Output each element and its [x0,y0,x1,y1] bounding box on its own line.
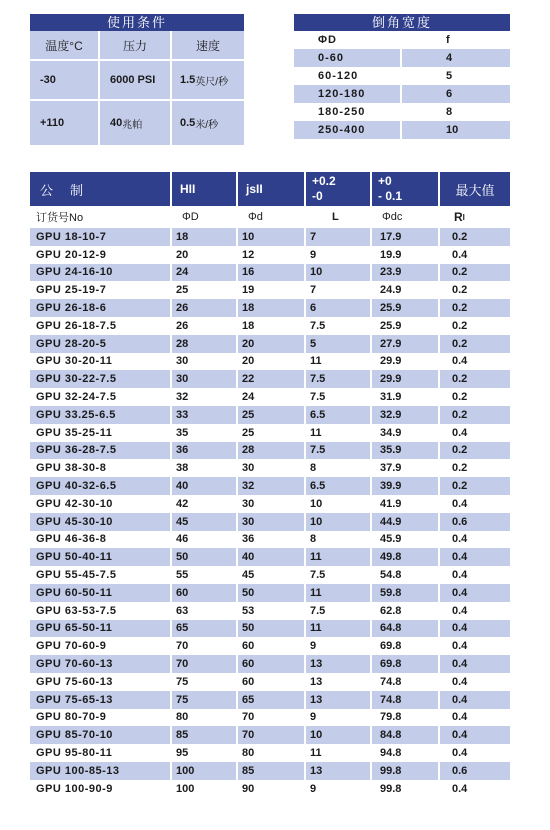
outer-diameter-cell: 95 [176,747,189,759]
order-number-cell: GPU 33.25-6.5 [30,406,172,424]
inner-diameter-cell: 25 [242,426,255,439]
length-cell: 6.5 [306,477,372,495]
length-cell: 10 [310,497,323,510]
dc-tolerance-header [372,172,440,206]
outer-diameter-cell: 33 [172,406,238,424]
speed-metric-unit: 米/秒 [195,119,219,131]
length-tolerance-upper: +0.2 [312,174,336,188]
order-number-cell: GPU 24-16-10 [30,264,172,282]
dc-diameter-cell: 41.9 [380,497,402,510]
radius-cell: 0.4 [452,693,468,706]
outer-diameter-cell: 35 [176,426,189,439]
radius-header-sub: I [462,212,465,222]
radius-cell: 0.4 [452,355,468,368]
table-row [30,548,510,566]
inner-diameter-cell: 19 [242,284,255,297]
inner-diameter-cell: 12 [242,248,255,261]
outer-diameter-cell: 55 [176,569,189,582]
table-row [30,424,510,442]
dc-diameter-cell: 35.9 [372,442,440,460]
inner-diameter-cell: 32 [238,477,306,495]
dc-diameter-cell: 74.8 [372,691,440,709]
dc-diameter-cell: 37.9 [380,462,402,475]
metric-header: 公 制 [30,172,172,206]
radius-cell: 0.4 [452,729,468,742]
table-row [30,584,510,602]
table-row [30,317,510,335]
outer-diameter-cell: 25 [176,284,189,297]
inner-diameter-cell: 53 [242,604,255,617]
inner-diameter-cell: 30 [242,497,255,510]
length-cell: 8 [310,533,317,546]
bore-tolerance-header: HII [172,172,238,206]
radius-cell: 0.4 [452,747,468,759]
max-value-header: 最大值 [440,172,510,206]
conditions-table [30,14,244,145]
radius-cell: 0.2 [452,408,468,421]
dc-diameter-cell: 84.8 [372,726,440,744]
outer-diameter-cell: 46 [176,533,189,546]
length-cell: 7 [310,284,317,297]
radius-cell: 0.4 [452,248,468,261]
table-row [30,442,510,460]
chamfer-row [294,49,510,67]
outer-diameter-cell: 50 [172,548,238,566]
length-cell: 6 [306,299,372,317]
chamfer-width: 4 [446,52,453,64]
radius-cell: 0.4 [452,586,468,599]
table-row [30,709,510,727]
radius-cell: 0.2 [452,373,468,386]
inner-diameter-cell: 45 [242,569,255,582]
radius-cell: 0.4 [452,533,468,546]
pressure-header: 压力 [100,31,172,61]
table-row [30,602,510,620]
order-number-cell: GPU 65-50-11 [30,620,172,638]
outer-diameter-cell: 18 [172,228,238,246]
length-tolerance-header [306,172,372,206]
length-cell: 11 [310,355,322,368]
radius-cell: 0.4 [452,658,468,671]
length-cell: 13 [306,691,372,709]
order-number-cell: GPU 40-32-6.5 [30,477,172,495]
length-cell: 11 [310,747,322,759]
inner-diameter-cell: 20 [238,335,306,353]
radius-cell: 0.2 [452,266,468,279]
dc-diameter-cell: 49.8 [372,548,440,566]
length-cell: 13 [310,675,323,688]
table-row [30,459,510,477]
chamfer-range: 250-400 [294,121,402,139]
order-number-cell: GPU 80-70-9 [36,711,107,724]
table-row [30,299,510,317]
table-row [30,620,510,638]
length-cell: 9 [310,782,317,795]
table-row [30,264,510,282]
inner-diameter-cell: 70 [242,711,255,724]
tolerance-header-row [30,172,510,206]
dc-header: Φdc [382,211,403,223]
order-number-cell: GPU 70-60-13 [30,655,172,673]
length-cell: 7.5 [310,604,326,617]
table-row [30,353,510,371]
radius-cell: 0.2 [452,444,468,457]
length-cell: 9 [310,711,317,724]
radius-cell: 0.2 [452,462,468,475]
order-number-cell: GPU 100-90-9 [36,782,113,795]
length-cell: 5 [306,335,372,353]
radius-cell: 0.4 [452,426,468,439]
temperature-max: +110 [30,101,100,145]
speed-imperial [172,61,244,101]
radius-cell: 0.6 [452,515,468,528]
table-row [30,691,510,709]
inner-diameter-cell: 40 [238,548,306,566]
inner-diameter-cell: 30 [242,462,255,475]
pressure-psi: 6000 PSI [100,61,172,101]
chamfer-range: 120-180 [294,85,402,103]
inner-diameter-cell: 90 [242,782,255,795]
inner-diameter-cell: 80 [242,747,255,759]
radius-cell: 0.4 [452,604,468,617]
length-cell: 9 [310,248,317,261]
table-row [30,281,510,299]
outer-diameter-cell: 85 [172,726,238,744]
radius-cell: 0.2 [452,319,468,332]
order-number-cell: GPU 38-30-8 [36,462,107,475]
inner-diameter-cell: 50 [238,620,306,638]
chamfer-row [294,121,510,139]
order-number-cell: GPU 95-80-11 [36,747,113,759]
conditions-title: 使用条件 [30,14,244,31]
table-row [30,477,510,495]
dc-diameter-cell: 32.9 [372,406,440,424]
inner-diameter-cell: 24 [242,391,255,404]
length-cell: 11 [306,584,372,602]
outer-diameter-cell: 63 [176,604,189,617]
length-cell: 10 [306,513,372,531]
table-row [30,495,510,513]
order-number-cell: GPU 30-22-7.5 [30,370,172,388]
dc-diameter-cell: 69.8 [380,640,402,653]
outer-diameter-header: ΦD [182,211,199,223]
temperature-header: 温度°C [30,31,100,61]
outer-diameter-cell: 36 [172,442,238,460]
order-number-cell: GPU 55-45-7.5 [36,569,117,582]
dc-tolerance-lower: - 0.1 [378,189,403,203]
table-row [30,726,510,744]
length-cell: 11 [306,620,372,638]
table-row [30,673,510,691]
inner-diameter-cell: 30 [238,513,306,531]
dc-diameter-cell: 74.8 [380,675,402,688]
order-number-cell: GPU 20-12-9 [36,248,107,261]
length-cell: 7.5 [310,569,326,582]
outer-diameter-cell: 20 [176,248,189,261]
metric-size-table [30,172,510,798]
chamfer-diameter-header: ΦD [318,34,337,46]
order-number-cell: GPU 45-30-10 [30,513,172,531]
dc-diameter-cell: 59.8 [372,584,440,602]
order-number-cell: GPU 42-30-10 [36,497,113,510]
dc-diameter-cell: 54.8 [380,569,402,582]
order-number-cell: GPU 25-19-7 [36,284,107,297]
dc-diameter-cell: 34.9 [380,426,402,439]
order-number-cell: GPU 46-36-8 [36,533,107,546]
inner-diameter-cell: 65 [238,691,306,709]
chamfer-range: 0-60 [294,49,402,67]
inner-diameter-cell: 16 [238,264,306,282]
table-row [30,246,510,264]
table-row [30,513,510,531]
chamfer-width: 8 [446,106,453,118]
dc-diameter-cell: 27.9 [372,335,440,353]
outer-diameter-cell: 24 [172,264,238,282]
order-number-header: 订货号No [36,212,84,224]
order-number-cell: GPU 36-28-7.5 [30,442,172,460]
radius-cell: 0.2 [452,337,468,350]
length-cell: 13 [306,655,372,673]
chamfer-width: 10 [446,124,459,136]
dc-diameter-cell: 24.9 [380,284,402,297]
table-row [30,566,510,584]
radius-cell: 0.4 [452,640,468,653]
inner-diameter-cell: 20 [242,355,255,368]
order-number-cell: GPU 70-60-9 [36,640,107,653]
length-cell: 13 [306,762,372,780]
outer-diameter-cell: 60 [172,584,238,602]
order-number-cell: GPU 75-60-13 [36,675,113,688]
outer-diameter-cell: 30 [176,355,189,368]
order-number-cell: GPU 26-18-7.5 [36,319,117,332]
table-row [30,406,510,424]
chamfer-width: 5 [446,70,453,82]
length-cell: 7.5 [310,319,326,332]
table-row [30,370,510,388]
length-cell: 11 [306,548,372,566]
radius-cell: 0.2 [452,284,468,297]
inner-diameter-cell: 18 [238,299,306,317]
outer-diameter-cell: 40 [172,477,238,495]
outer-diameter-cell: 38 [176,462,189,475]
inner-diameter-cell: 28 [238,442,306,460]
chamfer-f-header: f [446,34,450,46]
table-row [30,780,510,798]
inner-diameter-cell: 10 [238,228,306,246]
table-row [30,228,510,246]
dc-diameter-cell: 17.9 [372,228,440,246]
table-row [30,762,510,780]
order-number-cell: GPU 63-53-7.5 [36,604,117,617]
radius-cell: 0.4 [452,497,468,510]
outer-diameter-cell: 70 [172,655,238,673]
outer-diameter-cell: 100 [176,782,195,795]
dc-diameter-cell: 99.8 [380,782,402,795]
radius-cell: 0.2 [452,391,468,404]
inner-diameter-cell: 85 [238,762,306,780]
table-row [30,744,510,762]
speed-metric-value: 0.5 [180,117,196,129]
table-row [30,388,510,406]
outer-diameter-cell: 32 [176,391,189,404]
outer-diameter-cell: 26 [172,299,238,317]
pressure-mpa [100,101,172,145]
outer-diameter-cell: 75 [176,675,189,688]
dc-diameter-cell: 39.9 [372,477,440,495]
inner-diameter-cell: 25 [238,406,306,424]
chamfer-row [294,103,510,121]
outer-diameter-cell: 70 [176,640,189,653]
outer-diameter-cell: 26 [176,319,189,332]
radius-cell: 0.4 [452,782,468,795]
dc-diameter-cell: 94.8 [380,747,402,759]
pressure-mpa-value: 40 [110,117,123,129]
chamfer-title: 倒角宽度 [294,14,510,31]
outer-diameter-cell: 30 [172,370,238,388]
length-cell: 10 [306,264,372,282]
chamfer-width: 6 [446,88,453,100]
column-header-row [30,206,510,228]
order-number-cell: GPU 26-18-6 [30,299,172,317]
inner-diameter-cell: 60 [238,655,306,673]
radius-cell: 0.4 [452,675,468,688]
order-number-cell: GPU 30-20-11 [36,355,113,368]
order-number-cell: GPU 75-65-13 [30,691,172,709]
speed-metric [172,101,244,145]
length-cell: 7.5 [310,391,326,404]
length-cell: 9 [310,640,317,653]
table-row [30,531,510,549]
dc-diameter-cell: 23.9 [372,264,440,282]
table-row [30,335,510,353]
inner-diameter-cell: 70 [238,726,306,744]
inner-diameter-cell: 36 [242,533,255,546]
radius-cell: 0.2 [452,480,468,493]
order-number-cell: GPU 60-50-11 [30,584,172,602]
dc-diameter-cell: 31.9 [380,391,402,404]
order-number-cell: GPU 28-20-5 [30,335,172,353]
radius-cell: 0.2 [452,230,468,243]
table-body [30,228,510,798]
radius-cell: 0.6 [452,764,468,777]
inner-tolerance-header: jsII [238,172,306,206]
length-cell: 7 [306,228,372,246]
radius-cell: 0.4 [452,551,468,564]
outer-diameter-cell: 80 [176,711,189,724]
chamfer-header-row [294,31,510,49]
dc-diameter-cell: 25.9 [380,319,402,332]
dc-diameter-cell: 62.8 [380,604,402,617]
inner-diameter-cell: 22 [238,370,306,388]
table-row [30,637,510,655]
inner-diameter-cell: 18 [242,319,255,332]
length-cell: 7.5 [306,442,372,460]
length-cell: 10 [306,726,372,744]
dc-diameter-cell: 79.8 [380,711,402,724]
dc-diameter-cell: 64.8 [372,620,440,638]
outer-diameter-cell: 75 [172,691,238,709]
speed-header: 速度 [172,31,244,61]
radius-cell: 0.4 [452,622,468,635]
dc-diameter-cell: 69.8 [372,655,440,673]
chamfer-table [294,14,510,139]
outer-diameter-cell: 42 [176,497,189,510]
dc-diameter-cell: 25.9 [372,299,440,317]
dc-diameter-cell: 19.9 [380,248,402,261]
length-cell: 11 [310,426,322,439]
radius-cell: 0.4 [452,711,468,724]
order-number-cell: GPU 35-25-11 [36,426,113,439]
dc-diameter-cell: 44.9 [372,513,440,531]
outer-diameter-cell: 45 [172,513,238,531]
radius-cell: 0.2 [452,302,468,315]
order-number-cell: GPU 100-85-13 [30,762,172,780]
radius-header [440,206,510,228]
speed-imperial-unit: 英尺/秒 [195,76,229,88]
radius-cell: 0.4 [452,569,468,582]
chamfer-row [294,85,510,103]
dc-tolerance-upper: +0 [378,174,392,188]
order-number-cell: GPU 50-40-11 [30,548,172,566]
chamfer-range: 180-250 [318,106,366,118]
dc-diameter-cell: 29.9 [372,370,440,388]
chamfer-row [294,67,510,85]
chamfer-range: 60-120 [318,70,359,82]
dc-diameter-cell: 45.9 [380,533,402,546]
inner-diameter-header: Φd [248,211,263,223]
length-cell: 6.5 [306,406,372,424]
inner-diameter-cell: 60 [242,675,255,688]
temperature-min: -30 [30,61,100,101]
dc-diameter-cell: 29.9 [380,355,402,368]
outer-diameter-cell: 65 [172,620,238,638]
length-cell: 7.5 [306,370,372,388]
length-tolerance-lower: -0 [312,189,323,203]
pressure-mpa-unit: 兆帕 [122,119,143,131]
dc-diameter-cell: 99.8 [372,762,440,780]
order-number-cell: GPU 32-24-7.5 [36,391,117,404]
inner-diameter-cell: 60 [242,640,255,653]
outer-diameter-cell: 28 [172,335,238,353]
outer-diameter-cell: 100 [172,762,238,780]
inner-diameter-cell: 50 [238,584,306,602]
table-row [30,655,510,673]
length-cell: 8 [310,462,317,475]
length-header: L [332,211,339,223]
radius-header-symbol: R [454,210,463,224]
order-number-cell: GPU 18-10-7 [30,228,172,246]
speed-imperial-value: 1.5 [180,74,196,86]
order-number-cell: GPU 85-70-10 [30,726,172,744]
